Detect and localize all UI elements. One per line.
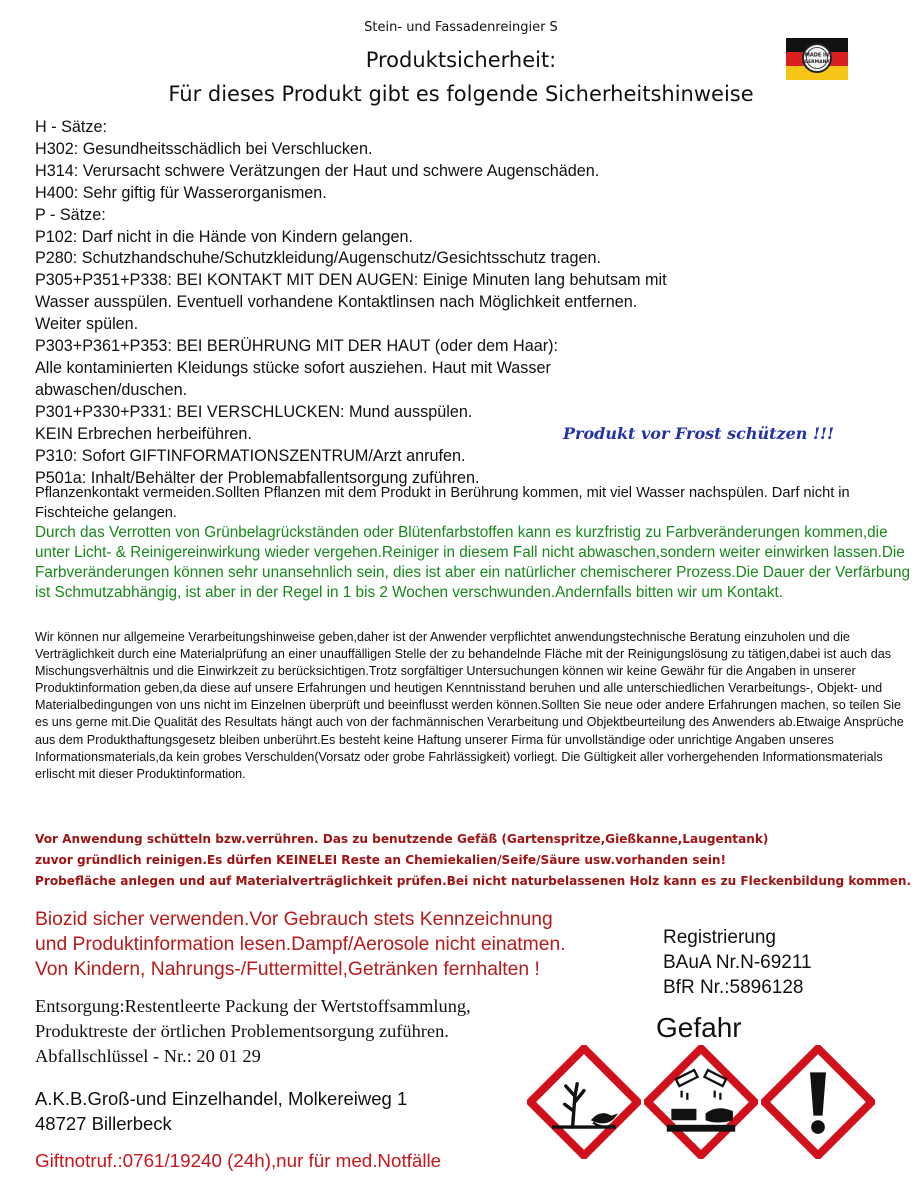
statement-line: H - Sätze:	[35, 118, 107, 136]
usage-warning-line: zuvor gründlich reinigen.Es dürfen KEINELEI Reste an Chemiekalien/Seife/Säure usw.vorhanden sein!	[35, 853, 727, 867]
discoloration-note: Durch das Verrotten von Grünbelagrückständen oder Blütenfarbstoffen kann es kurzfristig zu Farbveränderungen kommen,die unter Licht- & Reinigereinwirkung wieder vergehen.Reiniger in diesem Fall nicht abwaschen,sondern weiter einwirken lassen.Die Farbveränderungen können sehr unansehnlich sein, dies ist aber ein natürlicher chemischerer Prozess.Die Dauer der Verfärbung ist Schmutzabhängig, ist aber in der Regel in 1 bis 2 Wochen verschwunden.Andernfalls bitten wir um Kontakt.	[35, 524, 910, 601]
baua-number: BAuA Nr.N-69211	[663, 952, 812, 973]
usage-warning-line: Probefläche anlegen und auf Materialverträglichkeit prüfen.Bei nicht naturbelassenen Holz kann es zu Fleckenbildung kommen.	[35, 874, 912, 888]
product-name: Stein- und Fassadenreingier S	[364, 20, 558, 35]
processing-disclaimer: Wir können nur allgemeine Verarbeitungshinweise geben,daher ist der Anwender verpflichtet anwendungstechnische Beratung einzuholen und die Verträglichkeit durch eine Materialprüfung an einer unauffälligen Stelle der zu behandelnde Fläche mit der Reinigungslösung zu tätigen,dabei ist auch das Mischungsverhältnis und die Einwirkzeit zu berücksichtigen.Trotz sorgfältiger Untersuchungen können wir keine Gewähr für die Angaben in unserer Produktinformation geben,da diese auf unsere Erfahrungen und heutigen Kenntnisstand beruhen und alle unterschiedlichen Verarbeitungs-, Objekt- und Materialbedingungen von uns nicht im Einzelnen überprüft und beeinflusst werden können.Sollten Sie neue oder andere Erfahrungen machen, so teilen Sie es uns gerne mit.Die Qualität des Resultats hängt auch von der fachmännischen Verarbeitung und Objektbeurteilung des Anwenders ab.Etwaige Ansprüche aus dem Produkthaftungsgesetz bleiben unberührt.Es besteht keine Haftung unserer Firma für unvollständige oder unrichtige Angaben unseres Informationsmaterials,da kein grobes Verschulden(Vorsatz oder grobe Fahrlässigkeit) vorliegt. Die Gültigkeit aller vorhergehenden Informationsmaterials erlischt mit dieser Produktinformation.	[35, 630, 904, 781]
statement-line: Weiter spülen.	[35, 315, 139, 334]
page-subtitle: Für dieses Produkt gibt es folgende Sicherheitshinweise	[168, 82, 754, 106]
statement-line: P301+P330+P331: BEI VERSCHLUCKEN: Mund ausspülen.	[35, 402, 473, 421]
biocide-line: und Produktinformation lesen.Dampf/Aerosole nicht einatmen.	[35, 934, 566, 955]
statement-line: P280: Schutzhandschuhe/Schutzkleidung/Augenschutz/Gesichtsschutz tragen.	[35, 249, 602, 268]
statement-line: KEIN Erbrechen herbeiführen.	[35, 424, 252, 443]
statement-line: H302: Gesundheitsschädlich bei Verschlucken.	[35, 139, 373, 158]
disposal-line: Entsorgung:Restentleerte Packung der Wertstoffsammlung,	[35, 996, 471, 1016]
corrosion-icon	[644, 1045, 758, 1159]
bfr-number: BfR Nr.:5896128	[663, 977, 804, 998]
registration-info	[663, 925, 812, 1000]
exclamation-icon	[761, 1045, 875, 1159]
company-line: A.K.B.Groß-und Einzelhandel, Molkereiweg 1	[35, 1088, 408, 1109]
usage-warning	[35, 829, 915, 892]
signal-word: Gefahr	[656, 1012, 742, 1043]
biocide-line: Biozid sicher verwenden.Vor Gebrauch stets Kennzeichnung	[35, 909, 553, 930]
disposal-line: Abfallschlüssel - Nr.: 20 01 29	[35, 1046, 261, 1066]
biocide-line: Von Kindern, Nahrungs-/Futtermittel,Getränken fernhalten !	[35, 959, 540, 980]
statement-line: P - Sätze:	[35, 205, 106, 224]
registration-label: Registrierung	[663, 927, 776, 948]
statement-line: abwaschen/duschen.	[35, 380, 188, 399]
company-line: 48727 Billerbeck	[35, 1113, 172, 1134]
statement-line: P303+P361+P353: BEI BERÜHRUNG MIT DER HAUT (oder dem Haar):	[35, 337, 558, 356]
statement-line: P102: Darf nicht in die Hände von Kindern gelangen.	[35, 227, 413, 246]
statement-line: Alle kontaminierten Kleidungs stücke sofort ausziehen. Haut mit Wasser	[35, 358, 551, 377]
statement-line: P310: Sofort GIFTINFORMATIONSZENTRUM/Arzt anrufen.	[35, 446, 466, 465]
statement-line: P501a: Inhalt/Behälter der Problemabfallentsorgung zuführen.	[35, 468, 480, 487]
environment-icon	[527, 1045, 641, 1159]
statement-line: Wasser ausspülen. Eventuell vorhandene Kontaktlinsen nach Möglichkeit entfernen.	[35, 293, 638, 312]
statement-line: H314: Verursacht schwere Verätzungen der Haut und schwere Augenschäden.	[35, 161, 600, 180]
plant-contact-note: Pflanzenkontakt vermeiden.Sollten Pflanzen mit dem Produkt in Berührung kommen, mit viel Wasser nachspülen. Darf nicht in Fischteiche gelangen.	[35, 485, 850, 521]
statement-line: P305+P351+P338: BEI KONTAKT MIT DEN AUGEN: Einige Minuten lang behutsam mit	[35, 271, 667, 290]
statement-line: H400: Sehr giftig für Wasserorganismen.	[35, 183, 327, 202]
svg-text:MADE IN: MADE IN	[804, 52, 830, 59]
page-title: Produktsicherheit:	[365, 48, 557, 72]
frost-warning: Produkt vor Frost schützen !!!	[563, 424, 835, 443]
svg-text:GERMANY: GERMANY	[804, 60, 830, 65]
usage-warning-line: Vor Anwendung schütteln bzw.verrühren. Das zu benutzende Gefäß (Gartenspritze,Gießkanne,Laugentank)	[35, 832, 769, 846]
emergency-hotline: Giftnotruf.:0761/19240 (24h),nur für med.Notfälle	[35, 1150, 442, 1171]
biocide-warning	[35, 907, 655, 982]
made-in-germany-badge-icon	[786, 36, 848, 82]
disposal-line: Produktreste der örtlichen Problementsorgung zuführen.	[35, 1021, 449, 1041]
company-address	[35, 1086, 407, 1136]
